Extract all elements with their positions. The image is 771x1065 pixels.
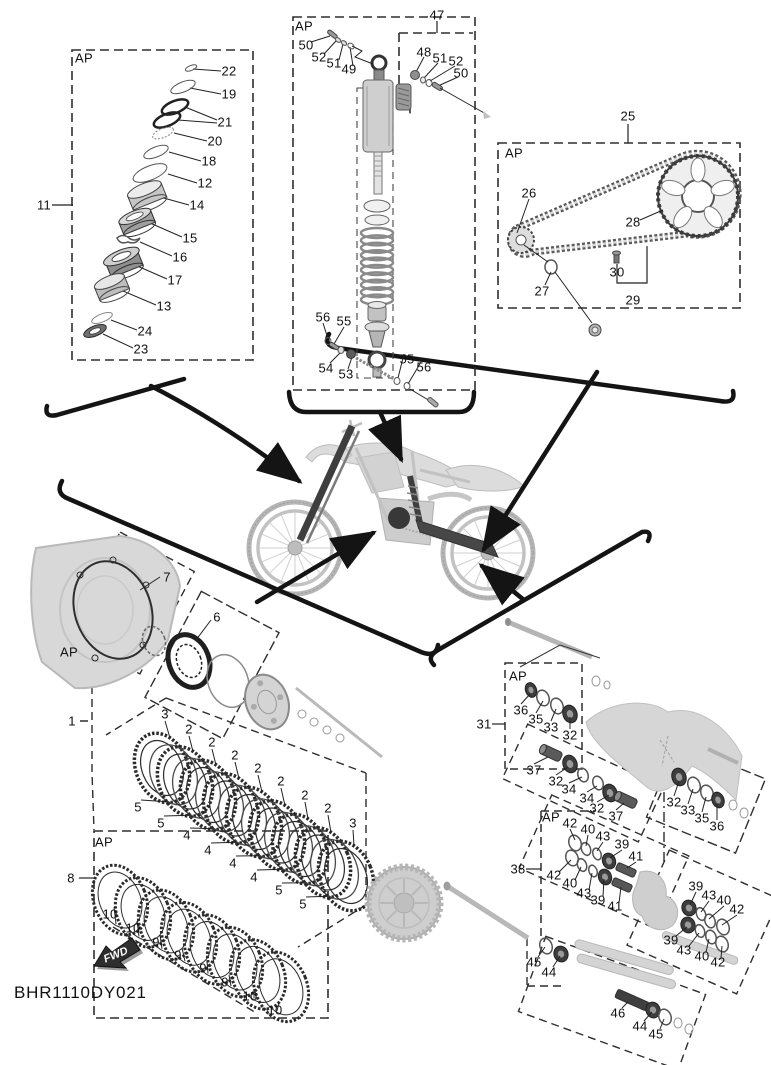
applicability-tag: AP bbox=[95, 834, 113, 850]
applicability-tag: AP bbox=[60, 644, 78, 660]
part-number-label: 51 bbox=[326, 55, 342, 71]
fork-seal-group bbox=[52, 50, 253, 360]
part-number-label: 9 bbox=[152, 934, 160, 950]
part-number-label: 1 bbox=[68, 713, 76, 729]
part-number-label: 10 bbox=[125, 920, 141, 936]
applicability-tag: AP bbox=[75, 50, 93, 66]
part-number-label: 38 bbox=[510, 861, 526, 877]
applicability-tag: AP bbox=[295, 18, 313, 34]
rear-sprocket bbox=[658, 156, 738, 236]
part-number-label: 32 bbox=[548, 773, 564, 789]
clutch-cover-highlight bbox=[388, 507, 410, 529]
part-number-label: 42 bbox=[562, 815, 578, 831]
part-number-label: 35 bbox=[694, 810, 710, 826]
part-number-label: 39 bbox=[614, 836, 630, 852]
part-number-label: 54 bbox=[318, 360, 334, 376]
part-number-label: 48 bbox=[416, 44, 432, 60]
part-number-label: 32 bbox=[666, 794, 682, 810]
applicability-tag: AP bbox=[505, 145, 523, 161]
part-number-label: 33 bbox=[680, 802, 696, 818]
part-number-label: 55 bbox=[336, 313, 352, 329]
svg-text:FWD: FWD bbox=[102, 944, 130, 966]
part-number-label: 45 bbox=[648, 1026, 664, 1042]
part-number-label: 21 bbox=[217, 114, 233, 130]
part-number-label: 35 bbox=[528, 711, 544, 727]
part-number-label: 4 bbox=[250, 869, 258, 885]
part-number-label: 10 bbox=[242, 988, 258, 1004]
part-number-label: 32 bbox=[562, 727, 578, 743]
part-number-label: 25 bbox=[620, 108, 636, 124]
part-number-label: 53 bbox=[338, 366, 354, 382]
part-number-label: 2 bbox=[208, 734, 216, 750]
linkage-group bbox=[444, 795, 771, 1065]
part-number-label: 34 bbox=[579, 790, 595, 806]
part-number-label: 51 bbox=[432, 50, 448, 66]
part-number-label: 43 bbox=[676, 942, 692, 958]
part-number-label: 56 bbox=[315, 309, 331, 325]
part-number-label: 10 bbox=[102, 906, 118, 922]
part-number-label: 43 bbox=[595, 828, 611, 844]
part-number-label: 40 bbox=[562, 875, 578, 891]
part-number-label: 14 bbox=[189, 197, 205, 213]
part-number-label: 23 bbox=[133, 341, 149, 357]
part-number-label: 2 bbox=[277, 773, 285, 789]
part-number-label: 44 bbox=[632, 1018, 648, 1034]
part-number-label: 37 bbox=[526, 762, 542, 778]
part-number-label: 41 bbox=[607, 898, 623, 914]
part-number-label: 37 bbox=[608, 808, 624, 824]
part-number-label: 9 bbox=[221, 974, 229, 990]
part-number-label: 2 bbox=[324, 800, 332, 816]
part-number-label: 30 bbox=[609, 264, 625, 280]
part-number-label: 2 bbox=[231, 747, 239, 763]
part-number-label: 2 bbox=[301, 787, 309, 803]
part-number-label: 4 bbox=[204, 842, 212, 858]
part-number-label: 4 bbox=[183, 827, 191, 843]
part-number-label: 56 bbox=[416, 359, 432, 375]
part-number-label: 50 bbox=[453, 65, 469, 81]
part-number-label: 9 bbox=[199, 960, 207, 976]
part-number-label: 46 bbox=[610, 1005, 626, 1021]
part-number-label: 33 bbox=[543, 719, 559, 735]
part-number-label: 5 bbox=[275, 882, 283, 898]
part-number-label: 40 bbox=[716, 892, 732, 908]
part-number-label: 41 bbox=[628, 848, 644, 864]
part-number-label: 40 bbox=[694, 948, 710, 964]
part-number-label: 45 bbox=[526, 954, 542, 970]
diagram-code: BHR1110DY021 bbox=[14, 983, 147, 1002]
part-number-label: 24 bbox=[137, 323, 153, 339]
part-number-label: 39 bbox=[663, 932, 679, 948]
part-number-label: 42 bbox=[710, 954, 726, 970]
part-number-label: 3 bbox=[161, 706, 169, 722]
rear-shock-group bbox=[293, 17, 491, 408]
part-number-label: 2 bbox=[185, 721, 193, 737]
part-number-label: 18 bbox=[201, 153, 217, 169]
applicability-tag: AP bbox=[509, 668, 527, 684]
part-number-label: 13 bbox=[156, 298, 172, 314]
part-number-label: 43 bbox=[701, 887, 717, 903]
part-number-label: 8 bbox=[67, 870, 75, 886]
part-number-label: 42 bbox=[546, 867, 562, 883]
part-number-label: 3 bbox=[349, 815, 357, 831]
part-number-label: 9 bbox=[174, 947, 182, 963]
part-number-label: 19 bbox=[221, 86, 237, 102]
part-number-label: 29 bbox=[625, 292, 641, 308]
part-number-label: 49 bbox=[341, 61, 357, 77]
clutch-group bbox=[31, 532, 440, 1030]
part-number-label: 17 bbox=[167, 272, 183, 288]
part-number-label: 50 bbox=[298, 37, 314, 53]
part-number-label: 47 bbox=[429, 7, 445, 23]
part-number-label: 2 bbox=[254, 760, 262, 776]
part-number-label: 11 bbox=[36, 197, 52, 213]
part-number-label: 10 bbox=[267, 1002, 283, 1018]
applicability-tag: AP bbox=[542, 809, 560, 825]
part-number-label: 40 bbox=[580, 821, 596, 837]
part-number-label: 7 bbox=[163, 569, 171, 585]
clutch-basket bbox=[368, 867, 440, 939]
front-fork-highlight bbox=[300, 426, 352, 540]
drive-chain-group bbox=[498, 124, 740, 336]
part-number-label: 36 bbox=[513, 702, 529, 718]
part-number-label: 15 bbox=[182, 230, 198, 246]
part-number-label: 52 bbox=[448, 53, 464, 69]
part-number-label: 5 bbox=[299, 896, 307, 912]
part-number-label: 27 bbox=[534, 283, 550, 299]
part-number-label: 55 bbox=[399, 351, 415, 367]
shock-spring bbox=[361, 228, 393, 305]
part-number-label: 22 bbox=[221, 63, 237, 79]
part-number-label: 39 bbox=[688, 878, 704, 894]
part-number-label: 31 bbox=[476, 716, 492, 732]
part-number-label: 39 bbox=[590, 892, 606, 908]
part-number-label: 4 bbox=[229, 855, 237, 871]
part-number-label: 44 bbox=[541, 964, 557, 980]
part-number-label: 43 bbox=[576, 885, 592, 901]
part-number-label: 16 bbox=[172, 249, 188, 265]
fwd-direction-arrow bbox=[94, 938, 143, 971]
part-number-label: 34 bbox=[561, 781, 577, 797]
part-number-label: 6 bbox=[213, 609, 221, 625]
pressure-plate bbox=[238, 669, 297, 736]
part-number-label: 42 bbox=[729, 901, 745, 917]
part-number-label: 26 bbox=[521, 185, 537, 201]
part-number-label: 52 bbox=[311, 49, 327, 65]
part-number-label: 32 bbox=[589, 800, 605, 816]
part-number-label: 5 bbox=[157, 815, 165, 831]
part-number-label: 20 bbox=[207, 133, 223, 149]
part-number-label: 5 bbox=[134, 799, 142, 815]
part-number-label: 12 bbox=[197, 175, 213, 191]
part-number-label: 28 bbox=[625, 214, 641, 230]
clutch-plate-stack bbox=[124, 725, 383, 919]
part-number-label: 36 bbox=[709, 818, 725, 834]
